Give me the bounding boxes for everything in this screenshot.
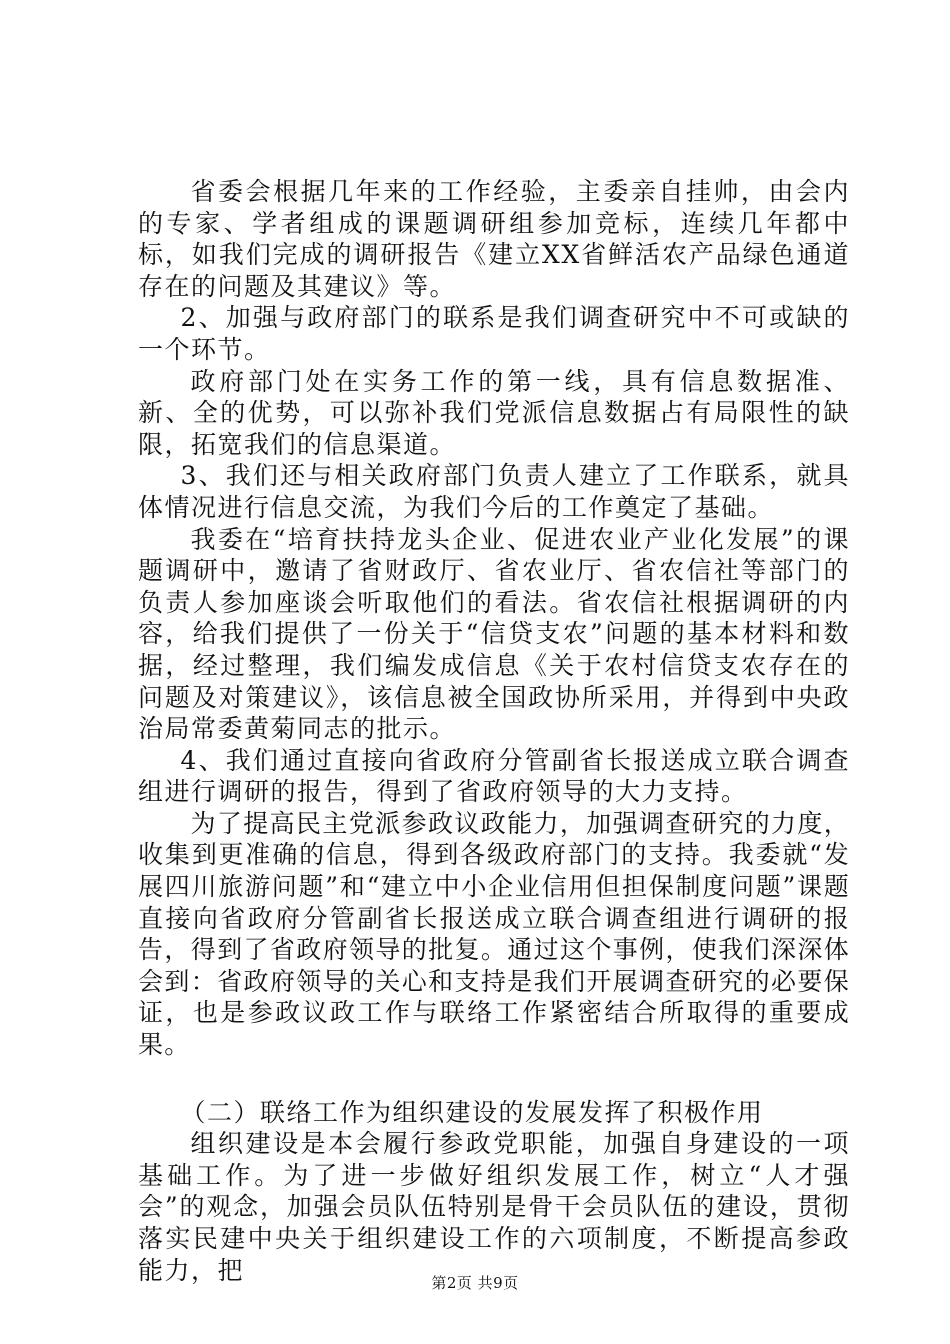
paragraph-committee-bidding: 省委会根据几年来的工作经验，主委亲自挂帅，由会内的专家、学者组成的课题调研组参加竞标，连续几年都中标，如我们完成的调研报告《建立XX省鲜活农产品绿色通道存在的问题及其建议》等。: [138, 177, 850, 301]
paragraph-organization-building: 组织建设是本会履行参政党职能，加强自身建设的一项基础工作。为了进一步做好组织发展工作，树立“人才强会”的观念，加强会员队伍特别是骨干会员队伍的建设，贯彻落实民建中央关于组织建设工作的六项制度，不断提高参政能力，把: [138, 1129, 850, 1285]
paragraph-item-2: 2、加强与政府部门的联系是我们调查研究中不可或缺的一个环节。: [138, 303, 850, 364]
paragraph-item-4: 4、我们通过直接向省政府分管副省长报送成立联合调查组进行调研的报告，得到了省政府领导的大力支持。: [138, 745, 850, 807]
paragraph-government-frontline: 政府部门处在实务工作的第一线，具有信息数据准、新、全的优势，可以弥补我们党派信息数据占有局限性的缺限，拓宽我们的信息渠道。: [138, 366, 850, 459]
page-footer: 第2页 共9页: [431, 1274, 519, 1292]
section-spacer: [138, 1061, 850, 1097]
document-body: [138, 176, 850, 1286]
section-heading: （二）联络工作为组织建设的发展发挥了积极作用: [180, 1097, 764, 1127]
paragraph-item-3: 3、我们还与相关政府部门负责人建立了工作联系，就具体情况进行信息交流，为我们今后的工作奠定了基础。: [138, 461, 850, 522]
paragraph-agriculture-research: 我委在“培育扶持龙头企业、促进农业产业化发展”的课题调研中，邀请了省财政厅、省农业厅、省农信社等部门的负责人参加座谈会听取他们的看法。省农信社根据调研的内容，给我们提供了一份关于“信贷支农”问题的基本材料和数据，经过整理，我们编发成信息《关于农村信贷支农存在的问题及对策建议》，该信息被全国政协所采用，并得到中央政治局常委黄菊同志的批示。: [138, 524, 850, 744]
paragraph-participation-ability: 为了提高民主党派参政议政能力，加强调查研究的力度，收集到更准确的信息，得到各级政府部门的支持。我委就“发展四川旅游问题”和“建立中小企业信用但担保制度问题”课题直接向省政府分管副省长报送成立联合调查组进行调研的报告，得到了省政府领导的批复。通过这个事例，使我们深深体会到：省政府领导的关心和支持是我们开展调查研究的必要保证，也是参政议政工作与联络工作紧密结合所取得的重要成果。: [138, 808, 850, 1060]
